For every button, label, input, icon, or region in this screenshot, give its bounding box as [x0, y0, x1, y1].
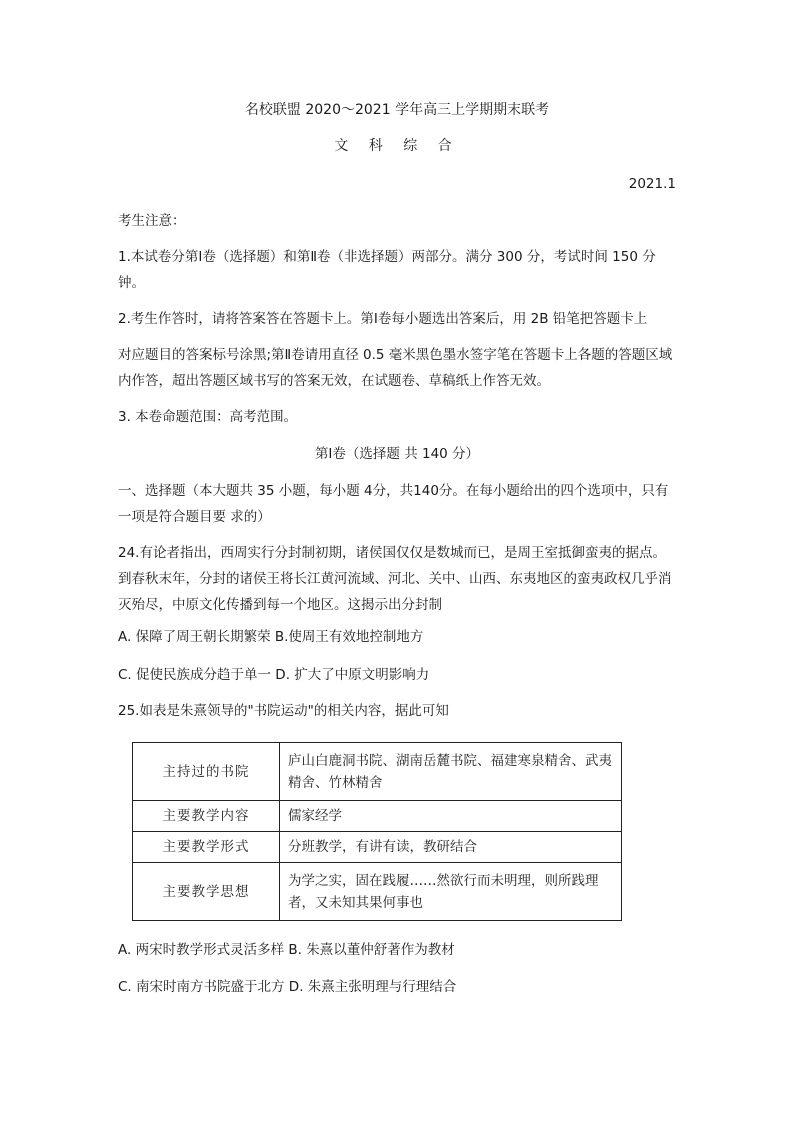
table-row-label: 主持过的书院: [133, 743, 280, 801]
question-25-options-ab: A. 两宋时教学形式灵活多样 B. 朱熹以董仲舒著作为教材: [118, 942, 455, 958]
question-25-options-cd: C. 南宋时南方书院盛于北方 D. 朱熹主张明理与行理结合: [118, 979, 457, 995]
question-24-stem: 24.有论者指出，西周实行分封制初期，诸侯国仅仅是数城而已，是周王室抵御蛮夷的据点。到春秋末年，分封的诸侯王将长江黄河流域、河北、关中、山西、东夷地区的蛮夷政权几乎消灭殆尽，中原文化传播到每一个地区。这揭示出分封制: [118, 545, 672, 613]
table-row-value: 分班教学，有讲有读，教研结合: [280, 832, 622, 863]
table-row-value: 庐山白鹿洞书院、湖南岳麓书院、福建寒泉精舍、武夷精舍、竹林精舍: [280, 743, 622, 801]
exam-title: 名校联盟 2020～2021 学年高三上学期期末联考: [244, 102, 550, 118]
table-row: [133, 801, 622, 832]
question-24-options-ab: A. 保障了周王朝长期繁荣 B.使周王有效地控制地方: [118, 629, 424, 645]
table-row-label: 主要教学思想: [133, 863, 280, 921]
question-25-stem: 25.如表是朱熹领导的"书院运动"的相关内容，据此可知: [118, 703, 449, 719]
section-title: 第Ⅰ卷（选择题 共 140 分）: [314, 446, 480, 462]
table-row: [133, 863, 622, 921]
notice-item-2-line-1: 2.考生作答时，请将答案答在答题卡上。第Ⅰ卷每小题选出答案后，用 2B 铅笔把答题卡上: [118, 311, 648, 327]
notice-item-1: 1.本试卷分第Ⅰ卷（选择题）和第Ⅱ卷（非选择题）两部分。满分 300 分，考试时间 150 分钟。: [118, 249, 656, 291]
section-intro: 一、选择题（本大题共 35 小题，每小题 4分，共140分。在每小题给出的四个选项中，只有一项是符合题目要 求的）: [118, 483, 669, 525]
table-row-label: 主要教学内容: [133, 801, 280, 832]
table-row-value: 儒家经学: [280, 801, 622, 832]
question-24-options-cd: C. 促使民族成分趋于单一 D. 扩大了中原文明影响力: [118, 667, 430, 683]
table-row-label: 主要教学形式: [133, 832, 280, 863]
academy-movement-table: [132, 742, 622, 921]
table-row: [133, 743, 622, 801]
exam-date: 2021.1: [628, 176, 676, 192]
notice-item-2-line-2: 对应题目的答案标号涂黑;第Ⅱ卷请用直径 0.5 毫米黑色墨水签字笔在答题卡上各题的答题区域内作答，超出答题区域书写的答案无效，在试题卷、草稿纸上作答无效。: [118, 347, 673, 389]
notice-item-3: 3. 本卷命题范围：高考范围。: [118, 409, 298, 425]
table-row: [133, 832, 622, 863]
table-row-value: 为学之实，固在践履……然欲行而未明理，则所践理者，又未知其果何事也: [280, 863, 622, 921]
notice-heading: 考生注意：: [118, 213, 186, 229]
exam-subject: 文 科 综 合: [334, 138, 460, 154]
